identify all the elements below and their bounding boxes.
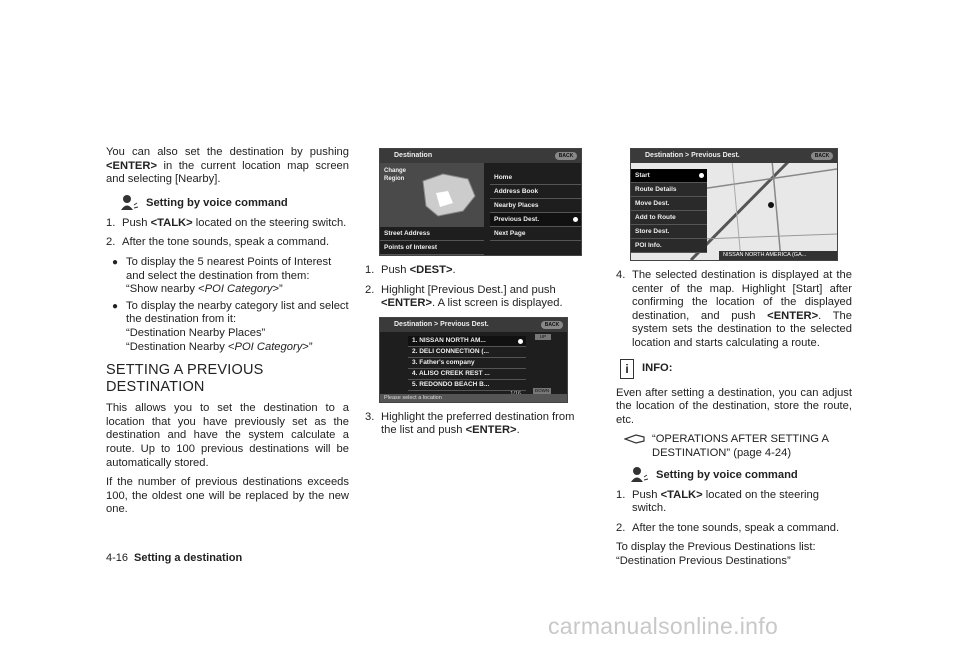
voice-step-2 <box>616 522 852 536</box>
menu-item: Address Book <box>490 185 581 199</box>
menu-item: Nearby Places <box>490 199 581 213</box>
cursor-dot <box>518 339 523 344</box>
text: in the current location map screen and selecting [Nearby]. <box>106 159 349 186</box>
watermark: carmanualsonline.info <box>548 613 779 639</box>
key-label: <TALK> <box>660 488 703 501</box>
list-item-selected <box>408 336 526 347</box>
column-left <box>106 146 349 523</box>
text: To display the 5 nearest Points of Interest and select the destination from them: <box>126 255 332 282</box>
step-2 <box>106 236 349 250</box>
text: After the tone sounds, speak a command. <box>122 236 330 249</box>
text: >” <box>272 283 283 296</box>
step-number: 4. <box>616 269 626 281</box>
change-region-label: Change Region <box>384 168 407 182</box>
key-label: <ENTER> <box>381 297 432 310</box>
menu-item: Move Dest. <box>631 197 707 211</box>
menu-item-selected <box>490 213 581 227</box>
section-name: Setting a destination <box>134 552 243 564</box>
text: “Destination Nearby Places” <box>126 326 266 339</box>
screen-title: Destination > Previous Dest. <box>380 318 567 332</box>
closing-command: “Destination Previous Destinations” <box>616 554 791 567</box>
list-item: 2. DELI CONNECTION (... <box>408 347 526 358</box>
closing-paragraph: To display the Previous Destinations list: <box>616 541 816 554</box>
text: . The system sets the destination to the selected location and starts calculating a route. <box>632 309 852 349</box>
text: . <box>516 424 520 437</box>
scroll-up-button: UP <box>535 334 551 340</box>
voice-heading: Setting by voice command <box>146 197 288 210</box>
voice-heading: Setting by voice command <box>656 468 798 481</box>
cross-reference <box>624 433 852 460</box>
page-footer <box>106 552 242 566</box>
voice-command-label <box>630 465 852 483</box>
key-label: <ENTER> <box>106 159 157 172</box>
us-map-icon <box>418 171 478 221</box>
step-number: 1. <box>365 264 375 276</box>
key-label: <DEST> <box>409 264 453 276</box>
cursor-dot <box>699 173 704 178</box>
column-middle <box>365 146 579 444</box>
text: Push <box>381 264 410 276</box>
text: . A list screen is displayed. <box>431 297 563 310</box>
voice-icon <box>630 465 650 483</box>
step-number: 3. <box>365 410 375 423</box>
bullet-2 <box>112 300 349 354</box>
text: “Destination Nearby < <box>126 340 235 353</box>
cursor-dot <box>573 217 578 222</box>
step-number: 2. <box>616 521 626 534</box>
step-number: 1. <box>106 216 116 229</box>
text: located on the steering switch. <box>192 216 347 229</box>
menu-item: Route Details <box>631 183 707 197</box>
key-label: <TALK> <box>150 216 193 229</box>
menu-item: Home <box>490 171 581 185</box>
section-heading: SETTING A PREVIOUS DESTINATION <box>106 362 264 396</box>
voice-icon <box>120 193 140 211</box>
text: “Show nearby < <box>126 283 205 296</box>
menu-item: POI Info. <box>631 239 707 253</box>
voice-command-label <box>120 193 349 211</box>
menu-item: Store Dest. <box>631 225 707 239</box>
step-3 <box>365 411 579 438</box>
step-number: 2. <box>106 236 116 249</box>
step-1 <box>106 217 349 231</box>
voice-step-1 <box>616 489 852 516</box>
back-button: BACK <box>811 152 833 160</box>
text: POI Category <box>204 283 273 296</box>
back-button: BACK <box>555 152 577 160</box>
info-paragraph: Even after setting a destination, you can adjust the location of the destination, store the route, etc. <box>616 386 852 426</box>
body-paragraph: This allows you to set the destination to a location that you have previously set as the destination and have the system calculate a route. Up to 100 previous destinations will be automatically stored. <box>106 402 349 469</box>
step-number: 1. <box>616 488 626 501</box>
list-item: 5. REDONDO BEACH B... <box>408 380 526 391</box>
action-menu <box>631 169 707 253</box>
menu-item: Street Address <box>380 227 484 241</box>
text: Highlight the preferred destination from the list and push <box>381 410 575 437</box>
step-1 <box>365 264 579 278</box>
text: The selected destination is displayed at the center of the map. Highlight [Start] after confirming the location of the displayed destination, and push <box>632 269 852 322</box>
text: located on the steering switch. <box>632 488 819 515</box>
screenshot-previous-dest-list <box>379 317 568 403</box>
key-label: <ENTER> <box>465 424 517 437</box>
text: After the tone sounds, speak a command. <box>632 521 840 534</box>
text: To display the nearby category list and select the destination from it: <box>126 299 349 326</box>
text: You can also set the destination by pushing <box>106 146 349 158</box>
page-number: 4-16 <box>106 552 129 564</box>
text: Previous Dest. <box>494 216 540 223</box>
text: POI Category <box>234 340 303 353</box>
scroll-down-button: DOWN <box>534 387 550 393</box>
bullet-1 <box>112 256 349 297</box>
back-button: BACK <box>541 321 563 329</box>
intro-paragraph <box>106 146 349 187</box>
text: Highlight [Previous Dest.] and push <box>381 283 556 296</box>
bullet-dot: ● <box>112 256 119 268</box>
text: Push <box>632 488 661 501</box>
bullet-dot: ● <box>112 300 119 312</box>
step-4 <box>616 269 852 351</box>
text: >” <box>302 340 313 353</box>
column-right <box>616 146 852 575</box>
menu-item: Next Page <box>490 227 581 241</box>
menu-item: Add to Route <box>631 211 707 225</box>
text: Start <box>635 172 650 179</box>
screenshot-destination-map <box>630 148 838 261</box>
map-thumbnail <box>380 163 484 227</box>
list-item: 3. Father's company <box>408 358 526 369</box>
info-icon: i <box>620 359 634 379</box>
screen-title: Destination > Previous Dest. <box>631 149 837 163</box>
body-paragraph: If the number of previous destinations exceeds 100, the oldest one will be replaced by the new one. <box>106 476 349 516</box>
left-menu <box>380 227 484 255</box>
pointing-hand-icon <box>624 433 646 445</box>
reference-text: “OPERATIONS AFTER SETTING A DESTINATION” (page 4-24) <box>652 433 829 459</box>
status-prompt: Please select a location <box>380 394 567 402</box>
info-label: INFO: <box>642 361 673 374</box>
text: . <box>452 264 456 276</box>
destination-list <box>408 336 526 391</box>
right-menu <box>490 171 581 241</box>
step-number: 2. <box>365 283 375 296</box>
text: 1. NISSAN NORTH AM... <box>412 336 486 344</box>
list-item: 4. ALISO CREEK REST ... <box>408 369 526 380</box>
key-label: <ENTER> <box>767 309 819 322</box>
menu-item: Points of Interest <box>380 241 484 255</box>
screenshot-destination-menu <box>379 148 582 256</box>
info-header <box>620 359 852 379</box>
step-2 <box>365 284 579 311</box>
destination-caption: NISSAN NORTH AMERICA (GA... <box>719 251 837 260</box>
screen-title: Destination <box>380 149 581 163</box>
text: Push <box>122 216 151 229</box>
menu-item-selected <box>631 169 707 183</box>
